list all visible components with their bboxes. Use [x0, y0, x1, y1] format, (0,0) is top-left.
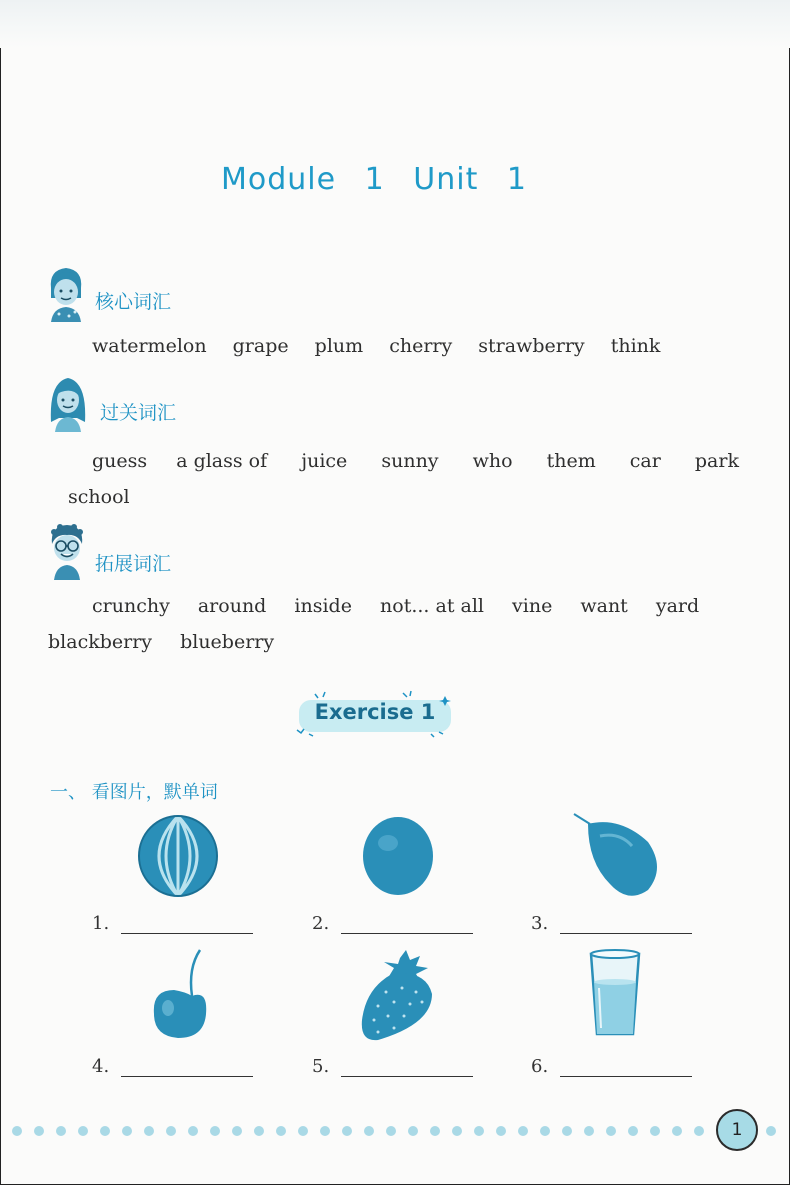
answer-blank-5 — [312, 1056, 473, 1077]
word-list-core — [92, 335, 660, 357]
page-title: Module 1 Unit 1 — [221, 162, 527, 197]
word: sunny — [381, 450, 439, 472]
footer-dotted-line — [10, 1124, 710, 1138]
task-title: 一、 看图片，默单词 — [50, 782, 218, 803]
cherry-picture — [148, 948, 210, 1042]
answer-line[interactable] — [341, 915, 473, 934]
word: park — [694, 450, 739, 472]
top-band — [0, 0, 790, 48]
item-number: 1. — [92, 913, 110, 934]
section-heading-extend: 拓展词汇 — [95, 553, 172, 575]
word: a glass of — [176, 450, 268, 472]
word: around — [197, 595, 267, 617]
answer-blank-1 — [92, 913, 253, 934]
word: not... at all — [380, 595, 484, 617]
girl-avatar-icon — [45, 264, 87, 322]
item-number: 5. — [312, 1056, 330, 1077]
answer-blank-6 — [531, 1056, 692, 1077]
word-list-extend-line1 — [92, 595, 699, 617]
word: crunchy — [92, 595, 170, 617]
section-heading-core: 核心词汇 — [95, 291, 172, 313]
word: plum — [314, 335, 364, 357]
word: school — [68, 486, 130, 508]
answer-line[interactable] — [341, 1058, 473, 1077]
girl-long-hair-icon — [47, 374, 89, 432]
item-number: 4. — [92, 1056, 110, 1077]
answer-line[interactable] — [560, 915, 692, 934]
word: watermelon — [92, 335, 207, 357]
watermelon-picture — [136, 812, 220, 898]
grape-picture — [360, 815, 436, 897]
word: think — [610, 335, 661, 357]
word: want — [580, 595, 628, 617]
word: strawberry — [478, 335, 585, 357]
section-heading-pass: 过关词汇 — [100, 402, 177, 424]
page-number: 1 — [716, 1109, 758, 1151]
word: car — [629, 450, 661, 472]
glass-of-juice-picture — [585, 948, 645, 1040]
strawberry-picture — [356, 948, 440, 1042]
word: blueberry — [180, 631, 275, 653]
word: them — [546, 450, 596, 472]
answer-line[interactable] — [121, 1058, 253, 1077]
answer-blank-3 — [531, 913, 692, 934]
answer-line[interactable] — [560, 1058, 692, 1077]
boy-glasses-icon — [46, 522, 88, 580]
answer-line[interactable] — [121, 915, 253, 934]
word: blackberry — [48, 631, 153, 653]
word-list-pass-line1 — [92, 450, 739, 472]
footer-dot — [766, 1126, 776, 1136]
word: guess — [92, 450, 148, 472]
item-number: 2. — [312, 913, 330, 934]
item-number: 6. — [531, 1056, 549, 1077]
answer-blank-4 — [92, 1056, 253, 1077]
word: inside — [294, 595, 352, 617]
exercise-label: Exercise 1 — [314, 700, 436, 724]
word-list-extend-line2 — [48, 631, 274, 653]
item-number: 3. — [531, 913, 549, 934]
word: yard — [655, 595, 700, 617]
word: cherry — [389, 335, 453, 357]
word: juice — [301, 450, 348, 472]
plum-picture — [570, 812, 665, 898]
word-list-pass-line2 — [68, 486, 130, 508]
word: who — [472, 450, 513, 472]
word: vine — [512, 595, 553, 617]
answer-blank-2 — [312, 913, 473, 934]
word: grape — [232, 335, 289, 357]
